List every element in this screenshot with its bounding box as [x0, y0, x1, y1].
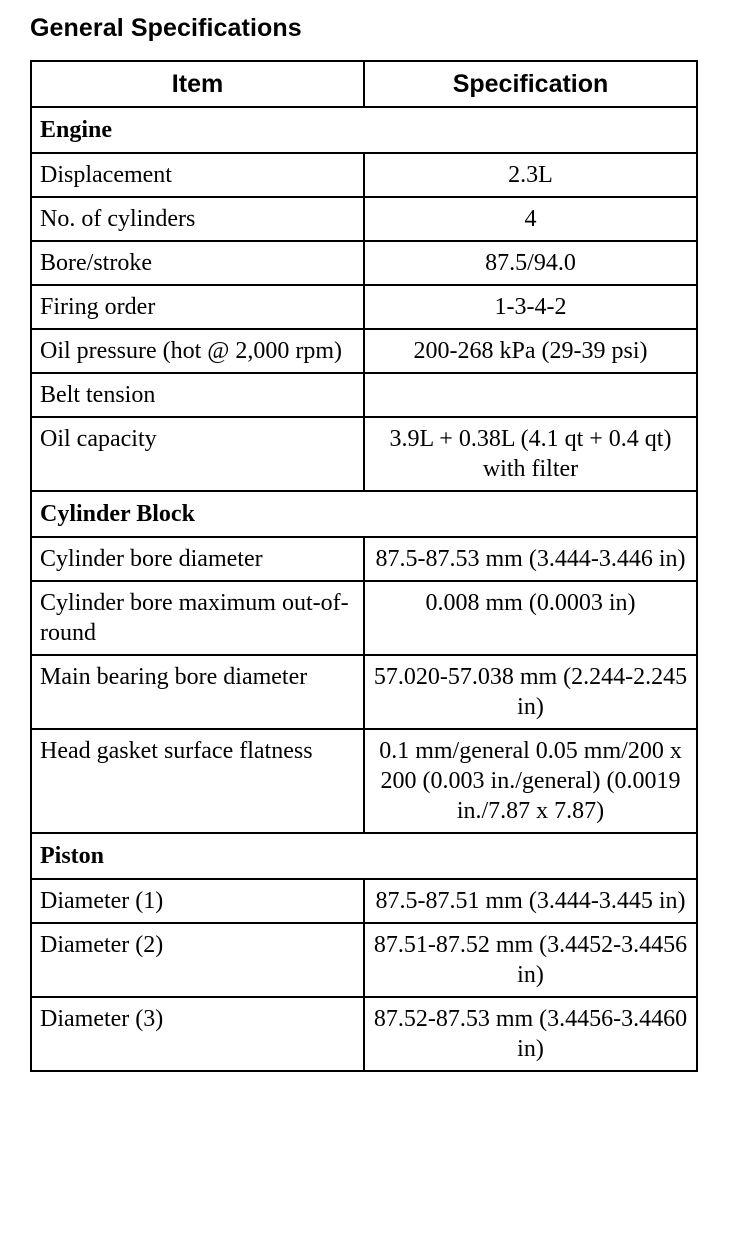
table-row	[31, 997, 697, 1071]
row-value: 0.008 mm (0.0003 in)	[364, 581, 697, 655]
table-row	[31, 417, 697, 491]
row-value: 87.5-87.51 mm (3.444-3.445 in)	[364, 879, 697, 923]
table-row	[31, 285, 697, 329]
section-row-piston	[31, 833, 697, 879]
row-item: No. of cylinders	[31, 197, 364, 241]
row-value: 87.52-87.53 mm (3.4456-3.4460 in)	[364, 997, 697, 1071]
section-row-cylinder-block	[31, 491, 697, 537]
table-row	[31, 655, 697, 729]
section-title: Cylinder Block	[31, 491, 697, 537]
row-value: 1-3-4-2	[364, 285, 697, 329]
row-value: 87.51-87.52 mm (3.4452-3.4456 in)	[364, 923, 697, 997]
row-value: 57.020-57.038 mm (2.244-2.245 in)	[364, 655, 697, 729]
row-value: 87.5/94.0	[364, 241, 697, 285]
row-item: Cylinder bore diameter	[31, 537, 364, 581]
row-value: 3.9L + 0.38L (4.1 qt + 0.4 qt) with filter	[364, 417, 697, 491]
row-item: Cylinder bore maximum out-of-round	[31, 581, 364, 655]
table-row	[31, 197, 697, 241]
specifications-table	[30, 60, 698, 1072]
row-item: Head gasket surface flatness	[31, 729, 364, 833]
table-row	[31, 879, 697, 923]
row-item: Diameter (1)	[31, 879, 364, 923]
column-header-item: Item	[31, 61, 364, 107]
table-row	[31, 153, 697, 197]
table-row	[31, 537, 697, 581]
table-row	[31, 923, 697, 997]
table-row	[31, 581, 697, 655]
section-title: Engine	[31, 107, 697, 153]
row-value: 87.5-87.53 mm (3.444-3.446 in)	[364, 537, 697, 581]
row-value: 200-268 kPa (29-39 psi)	[364, 329, 697, 373]
row-item: Bore/stroke	[31, 241, 364, 285]
section-row-engine	[31, 107, 697, 153]
row-item: Firing order	[31, 285, 364, 329]
row-value	[364, 373, 697, 417]
table-row	[31, 373, 697, 417]
table-row	[31, 241, 697, 285]
row-item: Diameter (2)	[31, 923, 364, 997]
row-item: Oil capacity	[31, 417, 364, 491]
section-title: Piston	[31, 833, 697, 879]
column-header-specification: Specification	[364, 61, 697, 107]
table-row	[31, 729, 697, 833]
row-value: 2.3L	[364, 153, 697, 197]
row-item: Displacement	[31, 153, 364, 197]
table-header-row	[31, 61, 697, 107]
page-title: General Specifications	[30, 14, 302, 42]
row-item: Oil pressure (hot @ 2,000 rpm)	[31, 329, 364, 373]
row-item: Belt tension	[31, 373, 364, 417]
row-item: Main bearing bore diameter	[31, 655, 364, 729]
row-item: Diameter (3)	[31, 997, 364, 1071]
row-value: 0.1 mm/general 0.05 mm/200 x 200 (0.003 in./general) (0.0019 in./7.87 x 7.87)	[364, 729, 697, 833]
table-row	[31, 329, 697, 373]
row-value: 4	[364, 197, 697, 241]
